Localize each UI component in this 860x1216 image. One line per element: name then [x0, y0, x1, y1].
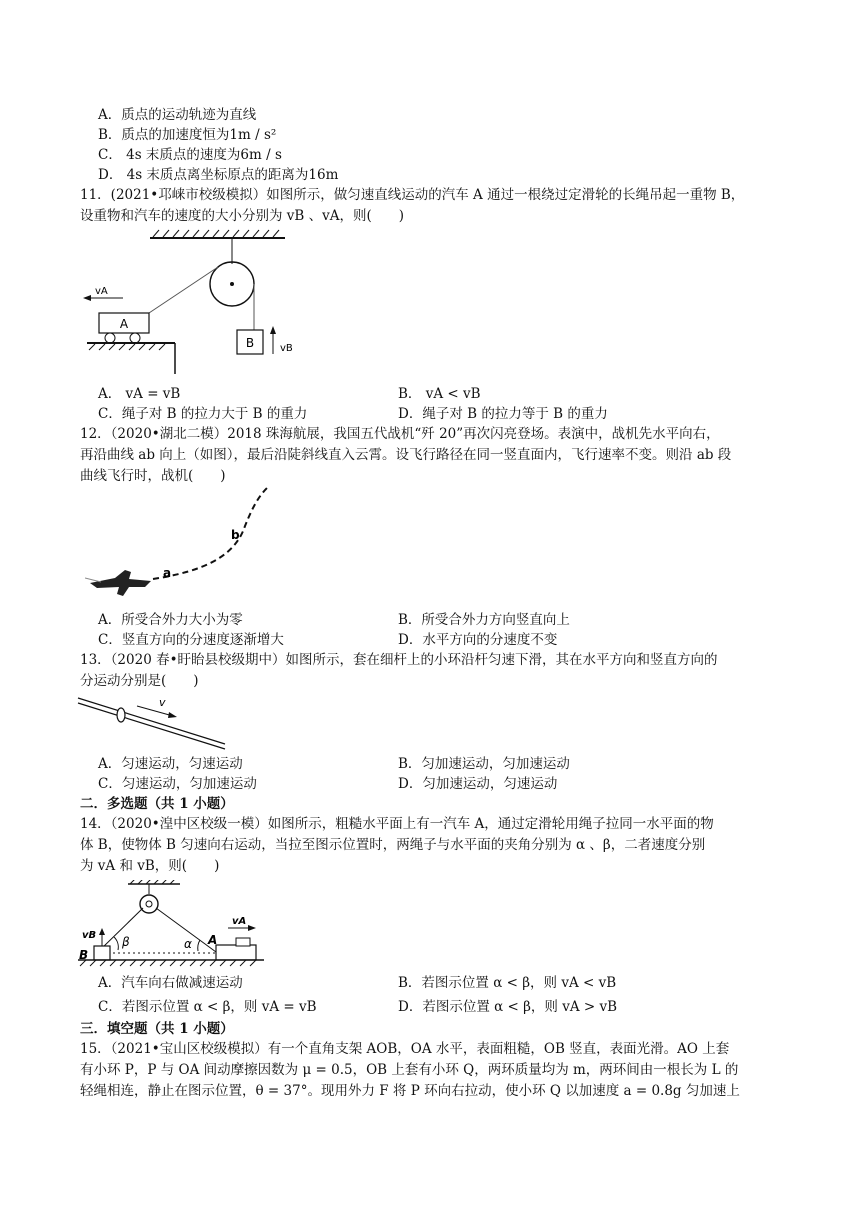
q14-stem-line2: 体 B，使物体 B 匀速向右运动，当拉至图示位置时，两绳子与水平面的夹角分别为 α 、β，二者速度分别 [80, 837, 706, 853]
q13-option-b: B．匀加速运动，匀加速运动 [398, 756, 570, 772]
label-a: A [208, 933, 218, 947]
q12-option-d: D．水平方向的分速度不变 [398, 632, 558, 648]
q14-stem-line1: 14．（2020•湟中区校级一模）如图所示，粗糙水平面上有一汽车 A，通过定滑轮用绳子拉同一水平面的物 [80, 816, 714, 832]
q12-stem-line3: 曲线飞行时，战机( ) [80, 468, 226, 484]
q12-option-b: B．所受合外力方向竖直向上 [398, 612, 570, 628]
q10-option-a: A．质点的运动轨迹为直线 [98, 107, 257, 123]
q12-stem-line2: 再沿曲线 ab 向上（如图），最后沿陡斜线直入云霄。设飞行路径在同一竖直面内，飞行速率不变。则沿 ab 段 [80, 447, 732, 463]
section-multiple-choice-heading: 二．多选题（共 1 小题） [80, 796, 234, 812]
q13-stem-line1: 13．（2020 春•盱眙县校级期中）如图所示，套在细杆上的小环沿杆匀速下滑，其在水平方向和竖直方向的 [80, 652, 718, 668]
fighter-jet [90, 570, 151, 596]
label-alpha: α [184, 937, 192, 951]
q11-pulley-figure [75, 226, 305, 376]
label-a: a [163, 566, 172, 580]
q15-stem-line2: 有小环 P，P 与 OA 间动摩擦因数为 μ = 0.5，OB 上套有小环 Q，两环质量均为 m，两环间由一根长为 L 的 [80, 1062, 739, 1078]
q13-stem-line2: 分运动分别是( ) [80, 673, 199, 689]
label-b: b [231, 528, 240, 542]
q13-rod-figure [75, 692, 230, 750]
label-vb: vB [280, 343, 293, 354]
q15-stem-line1: 15．（2021•宝山区校级模拟）有一个直角支架 AOB，OA 水平，表面粗糙，OB 竖直，表面光滑。AO 上套 [80, 1041, 730, 1057]
q12-stem-line1: 12．（2020•湖北二模）2018 珠海航展，我国五代战机“歼 20”再次闪亮登场。表演中，战机先水平向右， [80, 426, 720, 442]
label-v: v [159, 696, 166, 709]
q11-stem-line2: 设重物和汽车的速度的大小分别为 vB 、vA，则( ) [80, 208, 405, 224]
q10-option-b: B．质点的加速度恒为1m / s² [98, 127, 277, 143]
q12-option-a: A．所受合外力大小为零 [98, 612, 243, 628]
q10-option-d: D． 4s 末质点离坐标原点的距离为16m [98, 167, 339, 183]
q11-option-c: C．绳子对 B 的拉力大于 B 的重力 [98, 406, 308, 422]
q12-option-c: C．竖直方向的分速度逐渐增大 [98, 632, 284, 648]
q13-option-d: D．匀加速运动，匀速运动 [398, 776, 558, 792]
block-b [94, 946, 110, 960]
label-b: B [79, 948, 89, 962]
q11-option-d: D．绳子对 B 的拉力等于 B 的重力 [398, 406, 608, 422]
q13-option-a: A．匀速运动，匀速运动 [98, 756, 243, 772]
ring [117, 708, 125, 722]
car-a [216, 945, 256, 960]
label-b: B [245, 336, 255, 350]
section-fill-blank-heading: 三．填空题（共 1 小题） [80, 1021, 234, 1037]
label-va: vA [95, 286, 108, 297]
q14-option-c: C．若图示位置 α < β，则 vA = vB [98, 999, 317, 1015]
q14-option-d: D．若图示位置 α < β，则 vA > vB [398, 999, 618, 1015]
label-beta: β [122, 935, 130, 949]
q12-jet-figure [85, 486, 275, 608]
q14-stem-line3: 为 vA 和 vB，则( ) [80, 858, 220, 874]
pulley-wheel [140, 895, 158, 913]
q11-option-a: A． vA = vB [98, 386, 181, 402]
label-vb: vB [82, 930, 97, 941]
q14-pulley-figure [76, 880, 266, 970]
label-va: vA [232, 916, 247, 927]
q14-option-a: A．汽车向右做减速运动 [98, 975, 243, 991]
q10-option-c: C． 4s 末质点的速度为6m / s [98, 147, 282, 163]
q11-stem-line1: 11．(2021•邛崃市校级模拟）如图所示，做匀速直线运动的汽车 A 通过一根绕过定滑轮的长绳吊起一重物 B， [80, 187, 745, 203]
q11-option-b: B． vA < vB [398, 386, 481, 402]
q14-option-b: B．若图示位置 α < β，则 vA < vB [398, 975, 617, 991]
q13-option-c: C．匀速运动，匀加速运动 [98, 776, 257, 792]
q15-stem-line3: 轻绳相连，静止在图示位置，θ = 37°。现用外力 F 将 P 环向右拉动，使小环 Q 以加速度 a = 0.8g 匀加速上 [80, 1083, 740, 1099]
label-a: A [119, 317, 129, 331]
